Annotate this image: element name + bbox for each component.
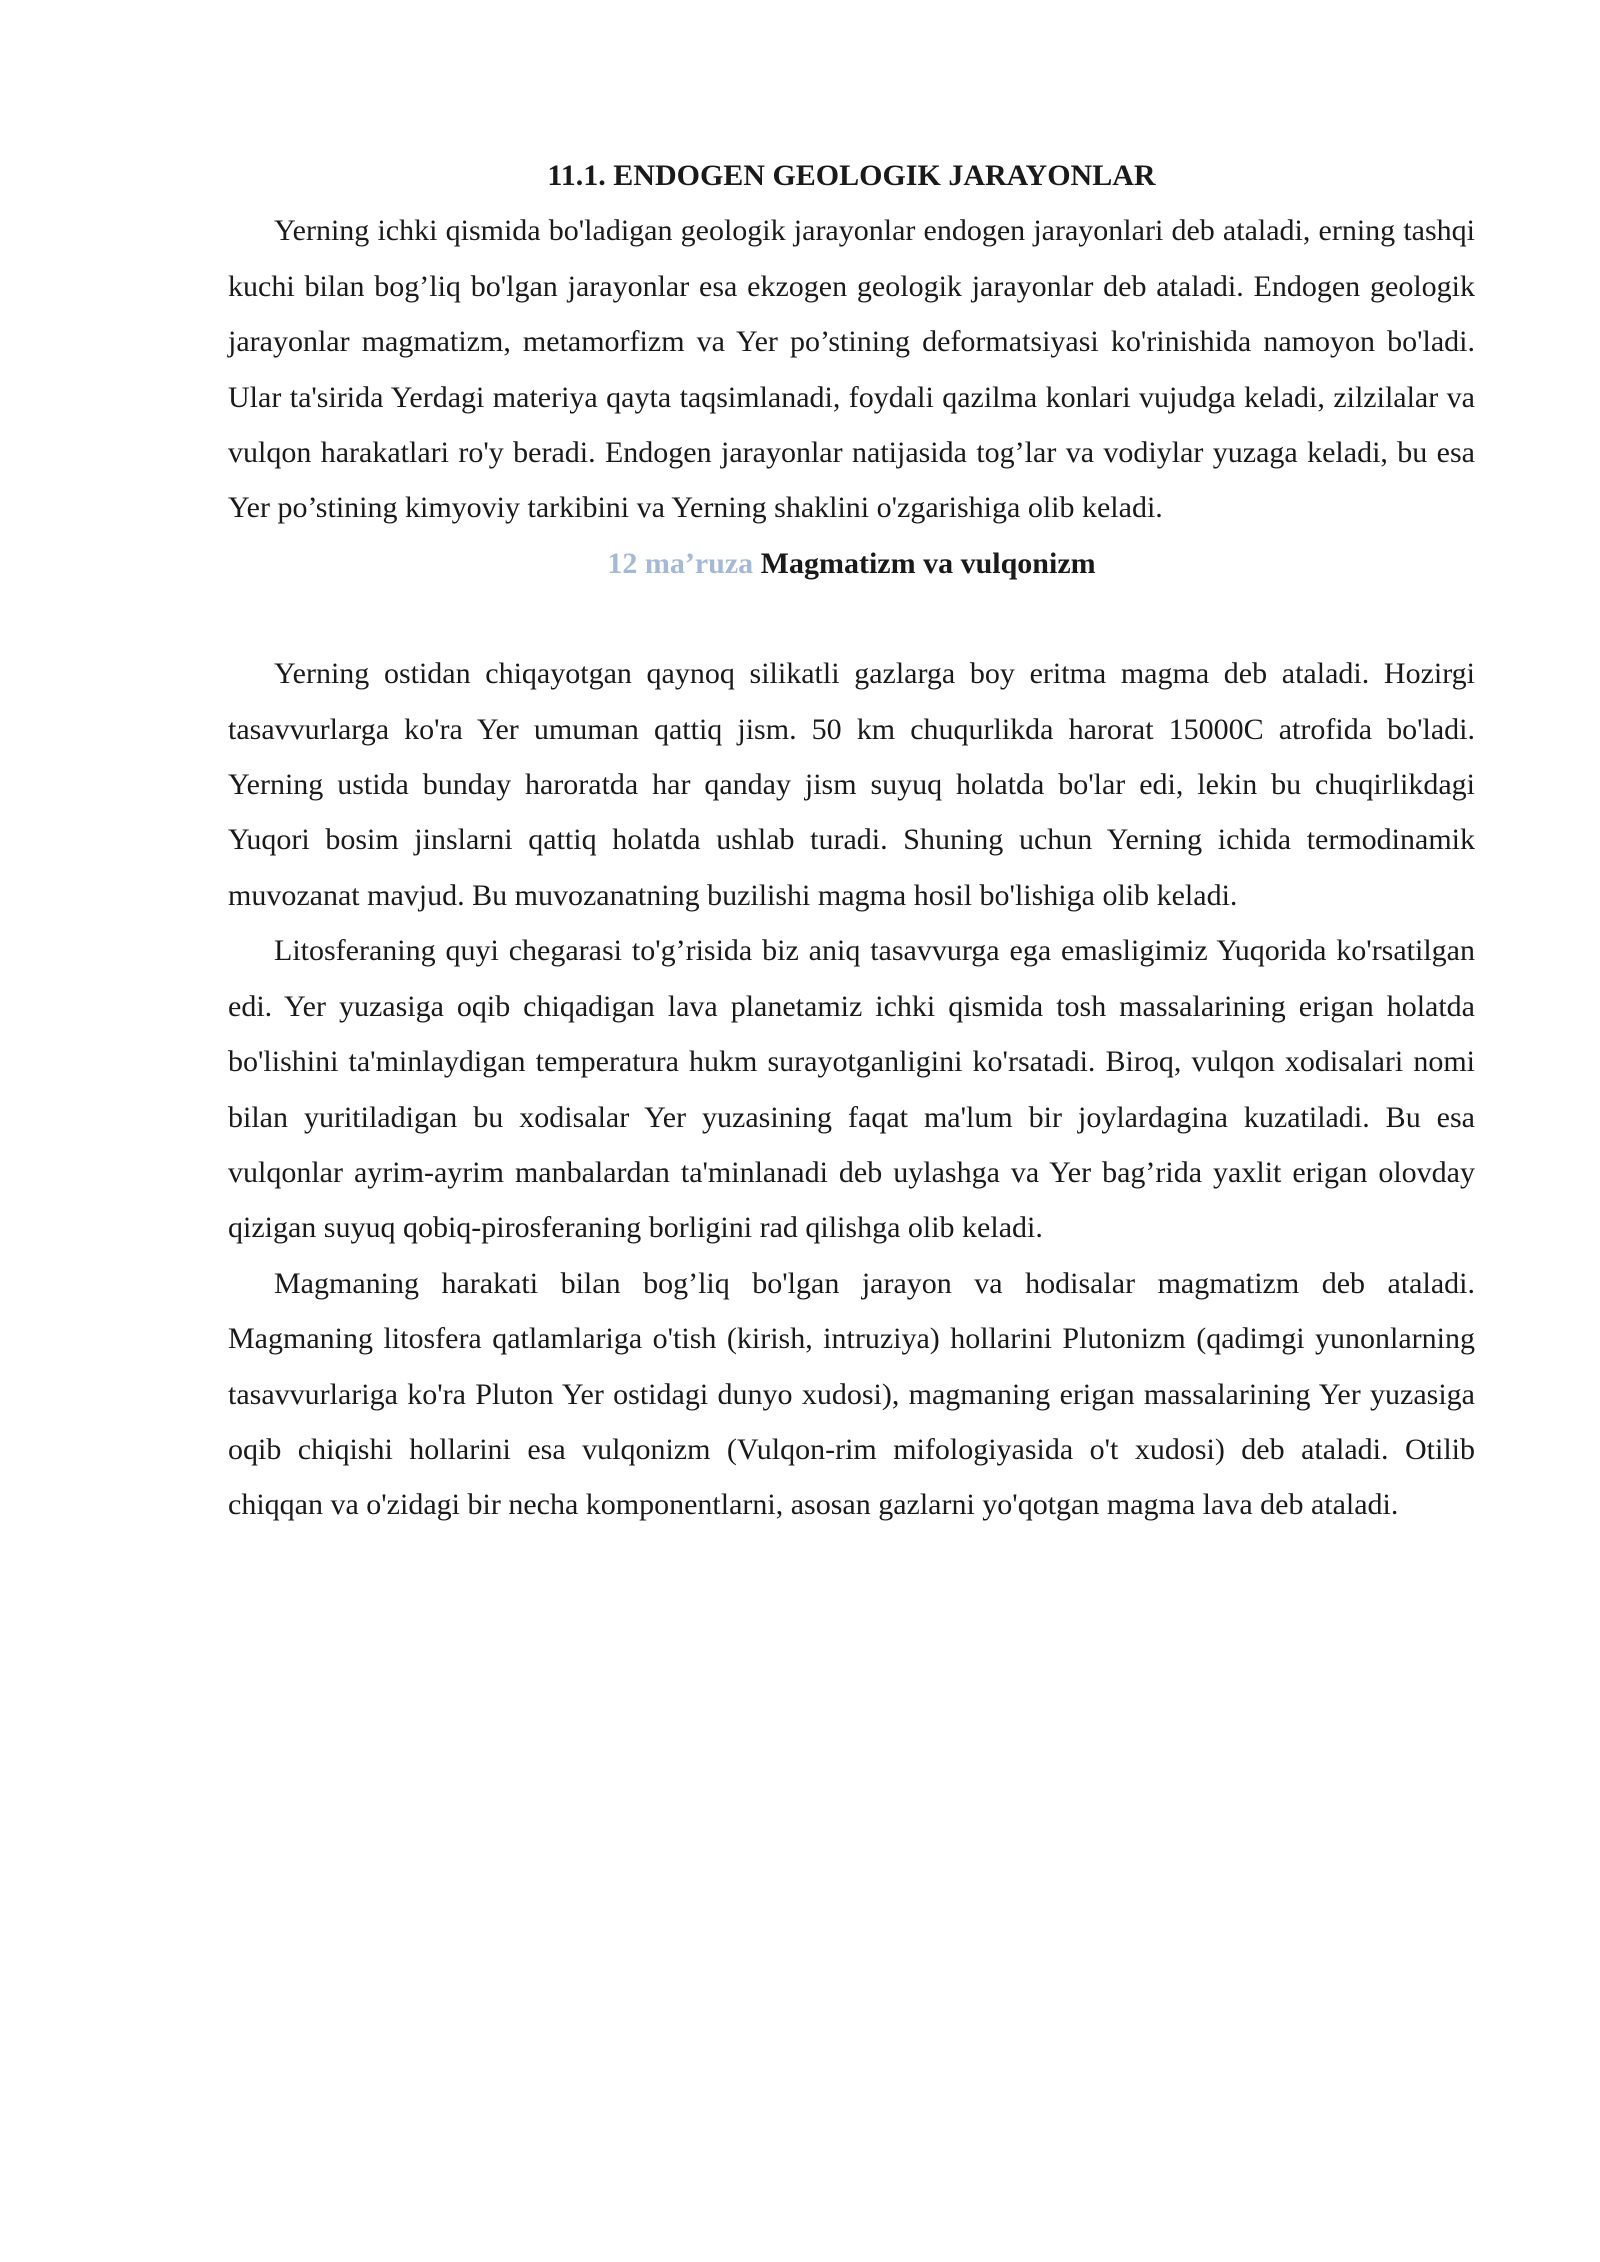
paragraph-magma: Yerning ostidan chiqayotgan qaynoq silikatli gazlarga boy eritma magma deb ataladi. Hozirgi tasavvurlarga ko'ra Yer umuman qattiq jism. 50 km chuqurlikda harorat 15000C atrofida bo'ladi. Yerning ustida bunday haroratda har qanday jism suyuq holatda bo'lar edi, lekin bu chuqirlikdagi Yuqori bosim jinslarni qattiq holatda ushlab turadi. Shuning uchun Yerning ichida termodinamik muvozanat mavjud. Bu muvozanatning buzilishi magma hosil bo'lishiga olib keladi.: [228, 657, 1475, 912]
document-page: [228, 148, 1475, 1533]
blank-line: [228, 591, 1475, 646]
lecture-heading: [228, 536, 1475, 591]
intro-paragraph: Yerning ichki qismida bo'ladigan geologik jarayonlar endogen jarayonlari deb ataladi, erning tashqi kuchi bilan bog’liq bo'lgan jarayonlar esa ekzogen geologik jarayonlar deb ataladi. Endogen geologik jarayonlar magmatizm, metamorfizm va Yer po’stining deformatsiyasi ko'rinishida namoyon bo'ladi. Ular ta'sirida Yerdagi materiya qayta taqsimlanadi, foydali qazilma konlari vujudga keladi, zilzilalar va vulqon harakatlari ro'y beradi. Endogen jarayonlar natijasida tog’lar va vodiylar yuzaga keladi, bu esa Yer po’stining kimyoviy tarkibini va Yerning shaklini o'zgarishiga olib keladi.: [228, 214, 1475, 525]
lecture-label: 12 ma’ruza: [607, 546, 754, 580]
section-title: 11.1. ENDOGEN GEOLOGIK JARAYONLAR: [547, 159, 1156, 192]
paragraph-lithosphere: Litosferaning quyi chegarasi to'g’risida biz aniq tasavvurga ega emasligimiz Yuqorida ko'rsatilgan edi. Yer yuzasiga oqib chiqadigan lava planetamiz ichki qismida tosh massalarining erigan holatda bo'lishini ta'minlaydigan temperatura hukm surayotganligini ko'rsatadi. Biroq, vulqon xodisalari nomi bilan yuritiladigan bu xodisalar Yer yuzasining faqat ma'lum bir joylardagina kuzatiladi. Bu esa vulqonlar ayrim-ayrim manbalardan ta'minlanadi deb uylashga va Yer bag’rida yaxlit erigan olovday qizigan suyuq qobiq-pirosferaning borligini rad qilishga olib keladi.: [228, 934, 1475, 1245]
lecture-title: Magmatizm va vulqonizm: [760, 546, 1096, 580]
paragraph-magmatism: Magmaning harakati bilan bog’liq bo'lgan jarayon va hodisalar magmatizm deb ataladi. Magmaning litosfera qatlamlariga o'tish (kirish, intruziya) hollarini Plutonizm (qadimgi yunonlarning tasavvurlariga ko'ra Pluton Yer ostidagi dunyo xudosi), magmaning erigan massalarining Yer yuzasiga oqib chiqishi hollarini esa vulqonizm (Vulqon-rim mifologiyasida o't xudosi) deb ataladi. Otilib chiqqan va o'zidagi bir necha komponentlarni, asosan gazlarni yo'qotgan magma lava deb ataladi.: [228, 1266, 1475, 1522]
